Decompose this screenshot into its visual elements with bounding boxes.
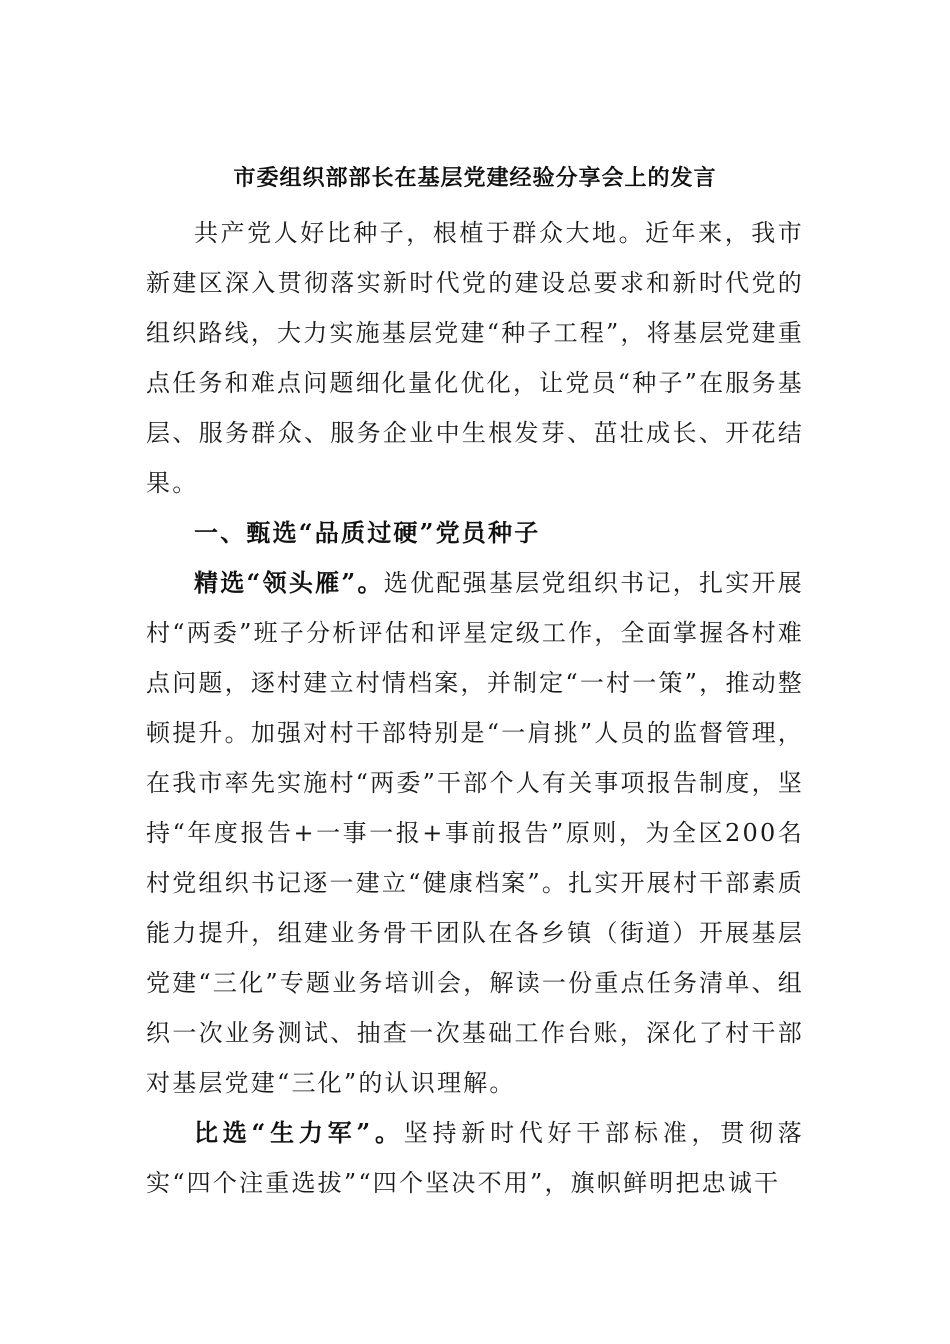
paragraph-text: 选优配强基层党组织书记，扎实开展村“两委”班子分析评估和评星定级工作，全面掌握各村难点问题，逐村建立村情档案，并制定“一村一策”，推动整顿提升。加强对村干部特别是“一肩挑”人员的监督管理，在我市率先实施村“两委”干部个人有关事项报告制度，坚持“年度报告+一事一报+事前报告”原则，为全区200名村党组织书记逐一建立“健康档案”。扎实开展村干部素质能力提升，组建业务骨干团队在各乡镇（街道）开展基层党建“三化”专题业务培训会，解读一份重点任务清单、组织一次业务测试、抽查一次基础工作台账，深化了村干部对基层党建“三化”的认识理解。 (146, 569, 804, 1097)
paragraph-lead: 精选“领头雁”。 (194, 568, 384, 597)
body-paragraph (146, 558, 804, 1108)
intro-paragraph: 共产党人好比种子，根植于群众大地。近年来，我市新建区深入贯彻落实新时代党的建设总要求和新时代党的组织路线，大力实施基层党建“种子工程”，将基层党建重点任务和难点问题细化量化优化，让党员“种子”在服务基层、服务群众、服务企业中生根发芽、茁壮成长、开花结果。 (146, 219, 804, 497)
paragraph-lead: 比选“生力军”。 (194, 1118, 404, 1147)
section-heading: 一、甄选“品质过硬”党员种子 (194, 518, 541, 547)
paragraph-text: 坚持新时代好干部标准，贯彻落实“四个注重选拔”“四个坚决不用”，旗帜鲜明把忠诚干 (146, 1119, 804, 1197)
body-paragraph (146, 1108, 804, 1208)
document-title: 市委组织部部长在基层党建经验分享会上的发言 (233, 165, 717, 191)
